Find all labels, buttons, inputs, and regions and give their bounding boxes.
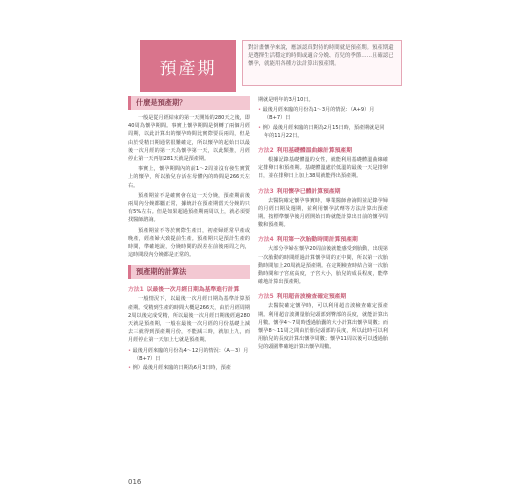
section-title: 什麼是預產期？ xyxy=(136,98,187,107)
method-tag: 方法3 xyxy=(258,188,274,195)
paragraph: 預產期並不等於實際生產日，初產婦經常早產或晚產，經產婦大致提前生產。預產期只是預計生產的時間，準確地說，分娩時間的誤差在前後兩周之內，這時間段內分娩都是正常的。 xyxy=(128,227,250,259)
method-title: 利用第一次胎動時間計算預產期 xyxy=(276,237,358,244)
paragraph: 預產期並不是確實會在這一天分娩，預產期前後兩周內分娩都屬正常，據統計在預產期當天分娩的只有5%左右。但是如果超過預產期兩周以上，就必須要找醫師諮詢。 xyxy=(128,192,250,224)
paragraph: 去醫院確定懷孕時，可以利用超音波檢查確定預產期。利用超音波測量胎兒頭部到臀部的長度，就能計算出月數。懷孕4～7周時透過胎囊的大小計算出懷孕周數；而懷孕8～11周之間由於胎兒頭部的長度，所以此時可以利用胎兒的長度計算出懷孕周數；懷孕11周以後可以透過胎兒的頭圍準確地計算出懷孕周數。 xyxy=(258,303,388,351)
paragraph: 一般情況下，以最後一次月經日期為基準計算預產期。受精到生產的時間大概是266天，由於月經周期2周以後完成受精，所以最後一次月經日期後經過280天就是預產期，一般在最後一次月經的月份基礎上減去三就得到預產期月份，不能減三時，就加上九，而月經停止第一天加上七就是預產期。 xyxy=(128,296,250,344)
paragraph: 事實上，懷孕期間內的前1～2周並沒有發生實質上的懷孕，所以胎兒存活在母體內的時間是266天左右。 xyxy=(128,166,250,189)
chapter-title: 預產期 xyxy=(159,58,217,79)
method-title: 利用基礎體溫曲線計算預產期 xyxy=(276,148,353,155)
paragraph: 一般是從月經結束的第一天開始的280天之後，即40周為懷孕期間。事實上懷孕期間是倒轉了兩個月經周期，以此計算出的懷孕時間比實際要長兩周，但是由於受精日期通常很難確定，所以懷孕的起始日以最後一次月經的第一天為懷孕第一天，以此類推，月經停止第一天再加281天就是預產期。 xyxy=(128,115,250,163)
method-1-heading xyxy=(128,284,250,293)
paragraph: 根據記錄基礎體溫的女性，就能利用基礎體溫曲線確定排卵日和預產期。基礎體溫處於低溫的最後一天是排卵日，並在排卵日上加上38周就能得出預產期。 xyxy=(258,157,388,180)
method-tag: 方法4 xyxy=(258,237,274,244)
bullet-item: • 例）最後月經來臨的日期為6月3日時，預產 xyxy=(128,365,231,372)
section-title: 預產期的計算法 xyxy=(136,267,187,277)
paragraph: 期就是明年的3月10日。 xyxy=(258,97,314,103)
method-2-heading xyxy=(258,145,388,154)
method-3-heading xyxy=(258,186,388,195)
method-4-heading xyxy=(258,234,388,243)
chapter-title-block xyxy=(140,40,236,92)
method-5-heading xyxy=(258,291,388,300)
paragraph: 去醫院確定懷孕事實時，專業醫師會詢問並記錄孕婦的月經日期及週期，並利用懷孕試劑等方法計算出預產期。按標準懷孕後月經開始日時就能計算出日前的懷孕周數和預產期。 xyxy=(258,197,388,229)
right-column xyxy=(258,96,388,354)
method-tag: 方法2 xyxy=(258,148,274,155)
method-title: 利用超音波檢查確定預產期 xyxy=(276,294,347,301)
chapter-intro: 對計畫懷孕來說，應該認真對待的時間就是預產期。預產期還是選擇生活穩定的時間或適合分娩、育兒的季節……且確認已懷孕，就能用各種方法計算出預產期。 xyxy=(242,40,402,86)
section-what-is-due-date xyxy=(128,96,250,110)
method-title: 利用懷孕已體計算預產期 xyxy=(276,188,341,195)
page-number: 016 xyxy=(128,478,142,486)
bullet-item: • 最後月經來臨的月份為1～3月的情況：（A+9）月（B+7）日 xyxy=(258,107,375,122)
section-calculation xyxy=(128,265,250,279)
left-column xyxy=(128,96,250,373)
method-tag: 方法1 xyxy=(128,287,144,294)
bullet-item: • 最後月經來臨的月份為4～12月的情況：（A－3）月（B+7）日 xyxy=(128,347,249,362)
method-title: 以最後一次月經日期為基準進行計算 xyxy=(146,287,240,294)
paragraph: 大部分孕婦在懷孕20周前後就能感受到胎動，出現第一次胎動的時間經過計算懷孕周的正中間，所以第一次胎動時間加上20周就是預產期。在定期檢查時結合第一次胎動時間和子宮底高度，子宮大小，胎兒的成長程度，能準確地計算出預產期。 xyxy=(258,246,388,286)
bullet-item: • 例）最後月經來臨的日期為2月15日時，預產期就是同年的11月22日。 xyxy=(258,124,385,139)
method-tag: 方法5 xyxy=(258,294,274,301)
